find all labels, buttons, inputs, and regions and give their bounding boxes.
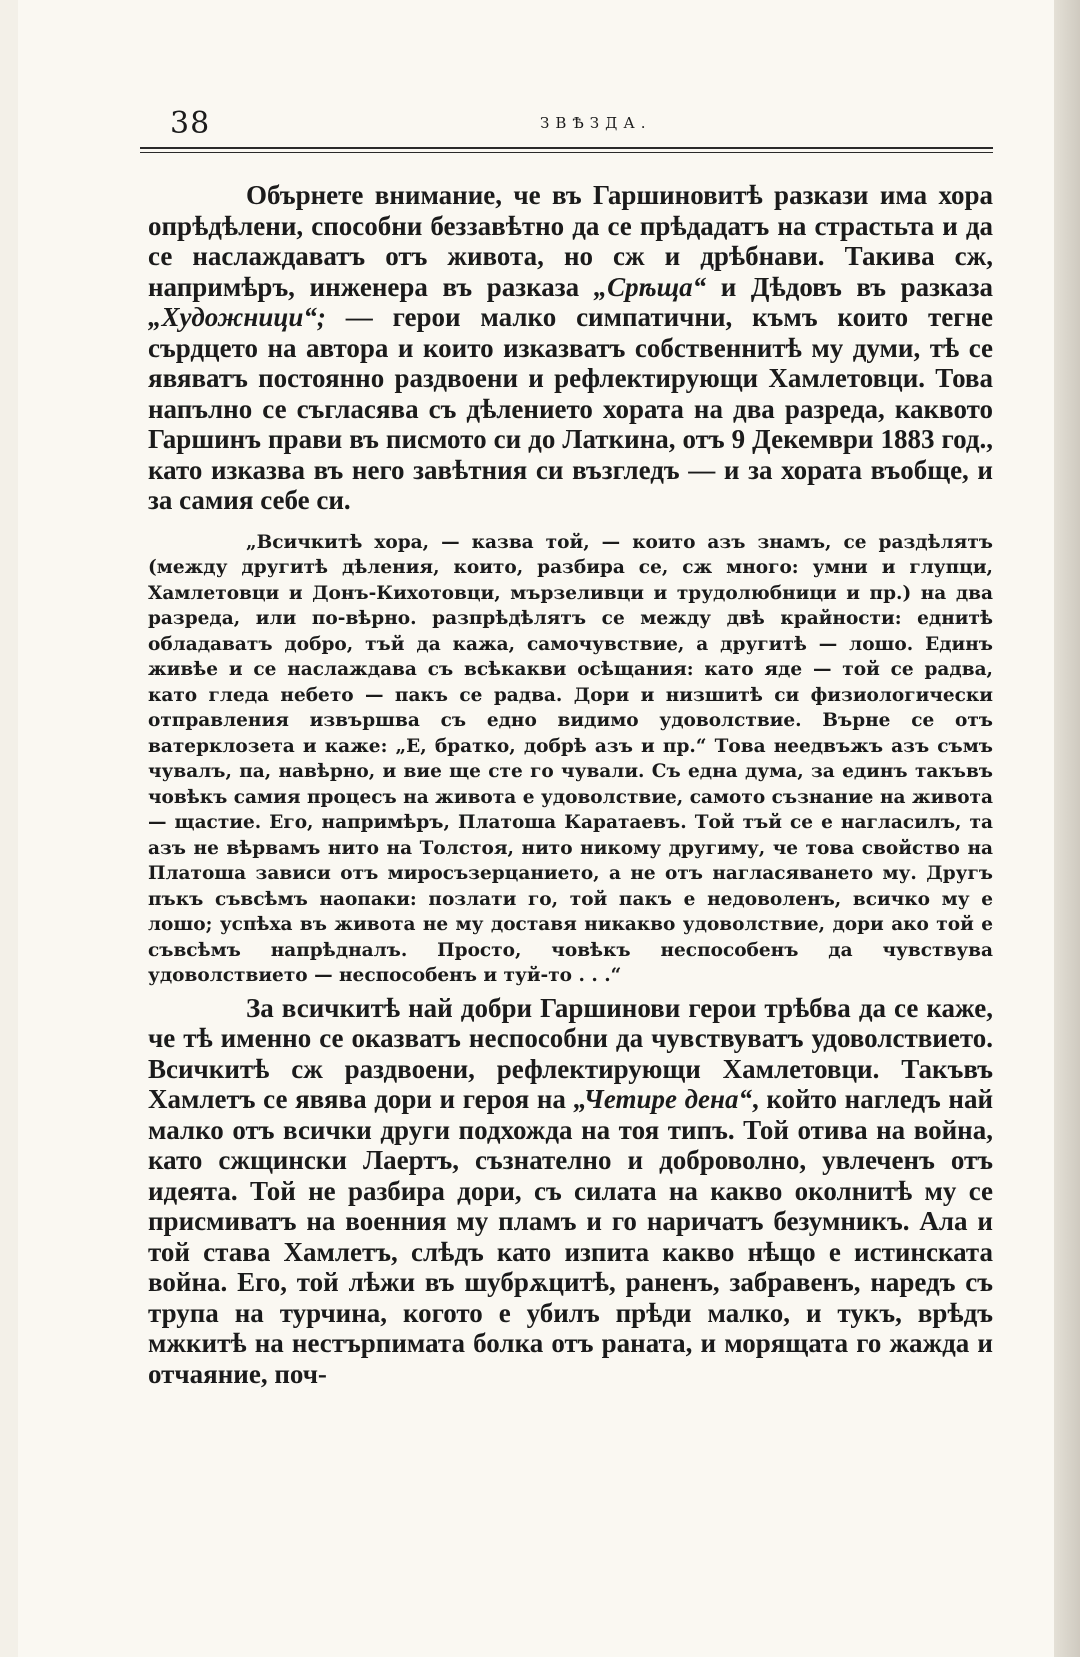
running-title: ЗВѢЗДА. [540, 114, 652, 132]
story-title-chetire-dena: „Четире дена“ [573, 1084, 752, 1114]
page-number: 38 [170, 106, 211, 141]
paragraph-1-text-e: — герои малко симпатични, къмъ които тегне сърдцето на автора и които изказватъ собственнитѣ му думи, тѣ се явяватъ постоянно раздвоени и рефлектирующи Хамлетовци. Това напълно се съгласява съ дѣлението хората на два разреда, каквото Гаршинъ прави въ писмото си до Латкина, отъ 9 Декември 1883 год., като изказва въ него завѣтния си възгледъ — и за хората въобще, и за самия себе си. [148, 302, 993, 515]
page-edge [1054, 0, 1080, 1657]
paragraph-2 [148, 993, 993, 1390]
page-header [170, 100, 990, 140]
story-title-srestha: „Срѣща“ [593, 271, 707, 302]
paragraph-2-text-a: За всичкитѣ най добри Гаршинови герои трѣбва да се каже, че тѣ именно се оказватъ неспособни да чувствуватъ удоволствието. Всичкитѣ сж раздвоени, рефлектирующи Хамлетовци. Такъвъ Хамлетъ се явява дори и героя на [148, 992, 993, 1114]
header-rule-thin [140, 152, 993, 153]
story-title-hudozhnitsi: „Художници“; [148, 302, 326, 332]
paragraph-1-text-c: и Дѣдовъ въ разказа [706, 271, 993, 302]
quote-block: „Всичкитѣ хора, — казва той, — които азъ знамъ, се раздѣлятъ (между другитѣ дѣления, които, разбира се, сж много: умни и глупци, Хамлетовци и Донъ-Кихотовци, мързеливци и трудолюбници и пр.) на два разреда, или по-вѣрно. разпрѣдѣлятъ се между двѣ крайности: еднитѣ обладаватъ добро, тъй да кажа, самочувствие, а другитѣ — лошо. Единъ живѣе и се наслаждава съ всѣкакви осѣщания: като яде — той се радва, като гледа небето — пакъ се радва. Дори и низшитѣ си физиологически отправления извършва съ едно видимо удоволствие. Върне се отъ ватерклозета и каже: „Е, братко, добрѣ азъ и пр.“ Това неедвъжъ азъ съмъ чувалъ, па, навѣрно, и вие ще сте го чували. Съ една дума, за единъ такъвъ човѣкъ самия процесъ на живота е удоволствие, самото съзнание на живота — щастие. Его, напримѣръ, Платоша Каратаевъ. Той тъй се е нагласилъ, та азъ не вѣрвамъ нито на Толстоя, нито никому другиму, че това свойство на Платоша зависи отъ миросъзерцанието, а не отъ нагласяването му. Другъ пъкъ съвсѣмъ наопаки: позлати го, той пакъ е недоволенъ, всичко му е лошо; успѣха въ живота не му доставя никакво удоволствие, дори ако той е съвсѣмъ напрѣдналъ. Просто, човѣкъ неспособенъ да чувствува удоволствието — неспособенъ и туй-то . . .“ [148, 531, 993, 986]
paragraph-2-text-c: , който нагледъ най малко отъ всички други подхожда на тоя типъ. Той отива на война, като сжщински Лаертъ, съзнателно и доброволно, увлеченъ отъ идеята. Той не разбира дори, съ силата на какво околнитѣ му се присмиватъ на военния му пламъ и го наричатъ безумникъ. Ала и той става Хамлетъ, слѣдъ като изпита какво нѣщо е истинската война. Его, той лѣжи въ шубрѫцитѣ, раненъ, забравенъ, наредъ съ трупа на турчина, когото е убилъ прѣди малко, и тукъ, врѣдъ мжкитѣ на нестърпимата болка отъ раната, и морящата го жажда и отчаяние, поч- [148, 1084, 993, 1389]
header-rule [140, 147, 993, 149]
paragraph-1 [148, 180, 993, 516]
page-body [148, 180, 993, 1389]
paragraph-1-text-a: Обърнете внимание, че въ Гаршиновитѣ разкази има хора опрѣдѣлени, способни беззавѣтно да се прѣдадатъ на страстьта и да се наслаждаватъ отъ живота, но сж и дрѣбнави. Такива сж, напримѣръ, инженера въ разказа [148, 180, 993, 302]
